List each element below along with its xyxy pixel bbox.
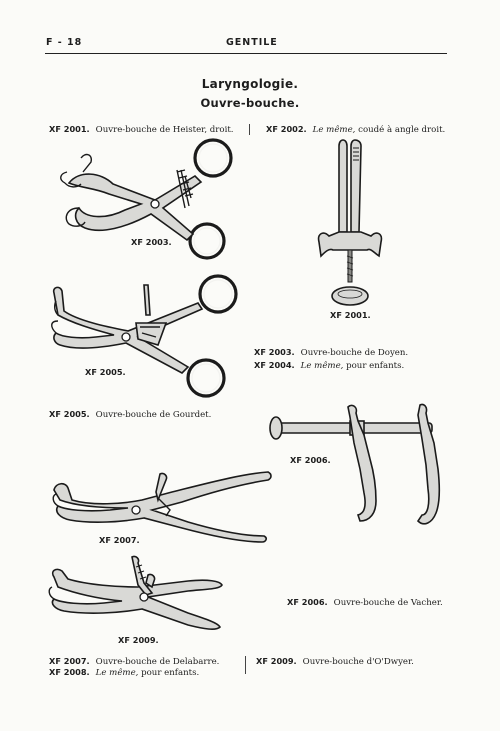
caption-xf2001: XF 2001. Ouvre-bouche de Heister, droit.: [49, 124, 234, 135]
caption-xf2008: XF 2008. Le même, pour enfants.: [49, 667, 200, 678]
caption-xf2004: XF 2004. Le même, pour enfants.: [254, 360, 405, 371]
page-number: F - 18: [46, 37, 83, 48]
caption-xf2005: XF 2005. Ouvre-bouche de Gourdet.: [49, 409, 212, 420]
figure-label-xf2007: XF 2007.: [99, 535, 140, 545]
caption-xf2006: XF 2006. Ouvre-bouche de Vacher.: [287, 597, 443, 608]
caption-separator-bottom: [245, 656, 246, 674]
caption-xf2003: XF 2003. Ouvre-bouche de Doyen.: [254, 347, 409, 358]
mouth-gag-odwyer-illustration: [48, 553, 228, 638]
figure-label-xf2005: XF 2005.: [85, 367, 126, 377]
caption-xf2002: XF 2002. Le même, coudé à angle droit.: [266, 124, 446, 135]
caption-xf2009: XF 2009. Ouvre-bouche d'O'Dwyer.: [256, 656, 414, 667]
figure-label-xf2006: XF 2006.: [290, 455, 331, 465]
section-title: Laryngologie.: [201, 77, 299, 91]
mouth-gag-delabarre-illustration: [52, 470, 274, 548]
figure-label-xf2003: XF 2003.: [131, 237, 172, 247]
caption-separator: [249, 124, 250, 135]
header-rule: [45, 53, 447, 54]
caption-xf2007: XF 2007. Ouvre-bouche de Delabarre.: [49, 656, 220, 667]
mouth-gag-heister-illustration: [315, 138, 390, 313]
figure-label-xf2001: XF 2001.: [330, 310, 371, 320]
figure-label-xf2009: XF 2009.: [118, 635, 159, 645]
mouth-gag-gourdet-illustration: [48, 275, 243, 395]
mouth-gag-vacher-illustration: [266, 403, 446, 528]
page-header-brand: GENTILE: [226, 37, 278, 48]
section-subtitle: Ouvre-bouche.: [200, 96, 300, 110]
